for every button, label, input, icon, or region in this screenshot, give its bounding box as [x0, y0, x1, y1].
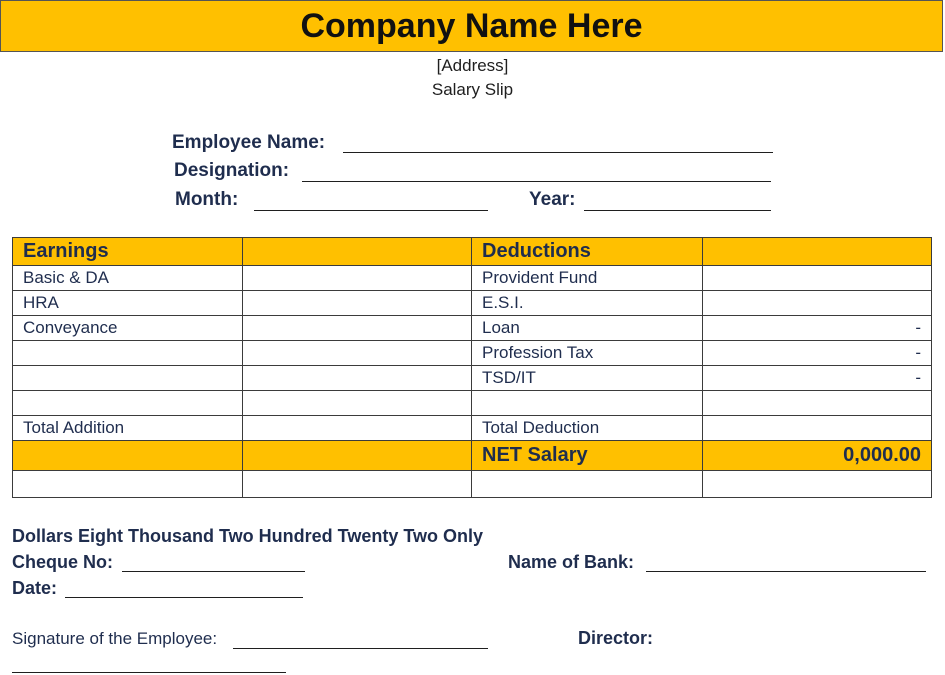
bank-field[interactable]	[646, 571, 926, 572]
table-row	[13, 341, 932, 366]
cheque-field[interactable]	[122, 571, 305, 572]
table-row	[13, 316, 932, 341]
earning-value-cell[interactable]	[243, 316, 472, 341]
designation-field[interactable]	[302, 181, 771, 182]
earning-label	[13, 366, 243, 391]
deduction-label: Profession Tax	[472, 341, 703, 366]
director-label: Director:	[578, 628, 654, 648]
deduction-label: Loan	[472, 316, 703, 341]
table-row	[13, 391, 932, 416]
deduction-value-cell[interactable]: -	[703, 341, 932, 366]
empty-cell	[472, 471, 703, 498]
deduction-value-cell[interactable]	[703, 391, 932, 416]
deduction-label: E.S.I.	[472, 291, 703, 316]
year-label: Year:	[529, 189, 576, 210]
earning-value-cell[interactable]	[243, 291, 472, 316]
earning-value-cell[interactable]	[243, 266, 472, 291]
earnings-amount-header	[243, 238, 472, 266]
table-row	[13, 266, 932, 291]
document-title: Salary Slip	[431, 80, 514, 99]
earning-label: Conveyance	[13, 316, 243, 341]
table-row	[13, 471, 932, 498]
table-header-row	[13, 238, 932, 266]
earning-label: Basic & DA	[13, 266, 243, 291]
company-address: [Address]	[436, 56, 509, 75]
employee-signature-label: Signature of the Employee:	[12, 629, 218, 648]
deduction-value-cell[interactable]	[703, 266, 932, 291]
net-salary-row	[13, 441, 932, 471]
designation-label: Designation:	[174, 160, 290, 181]
month-label: Month:	[175, 189, 239, 210]
earning-value-cell[interactable]	[243, 341, 472, 366]
net-salary-value[interactable]: 0,000.00	[703, 441, 932, 471]
employee-signature-field[interactable]	[233, 648, 488, 649]
employee-name-label: Employee Name:	[172, 132, 326, 153]
earning-label	[13, 391, 243, 416]
salary-table	[12, 237, 932, 498]
deduction-label: Provident Fund	[472, 266, 703, 291]
totals-row	[13, 416, 932, 441]
cheque-label: Cheque No:	[12, 552, 113, 572]
earning-value-cell[interactable]	[243, 366, 472, 391]
employee-signature-line[interactable]	[12, 672, 286, 673]
deduction-value-cell[interactable]: -	[703, 316, 932, 341]
net-empty-cell	[13, 441, 243, 471]
deductions-amount-header	[703, 238, 932, 266]
earnings-header: Earnings	[13, 238, 243, 266]
amount-in-words: Dollars Eight Thousand Two Hundred Twenty Two Only	[12, 526, 483, 546]
empty-cell	[13, 471, 243, 498]
total-addition-value[interactable]	[243, 416, 472, 441]
date-label: Date:	[12, 578, 58, 598]
company-header-bar	[0, 0, 943, 52]
year-field[interactable]	[584, 210, 771, 211]
table-row	[13, 291, 932, 316]
bank-label: Name of Bank:	[508, 552, 635, 572]
deduction-value-cell[interactable]: -	[703, 366, 932, 391]
deduction-label	[472, 391, 703, 416]
total-deduction-label: Total Deduction	[472, 416, 703, 441]
net-empty-cell	[243, 441, 472, 471]
table-row	[13, 366, 932, 391]
company-name: Company Name Here	[300, 6, 643, 45]
earning-value-cell[interactable]	[243, 391, 472, 416]
net-salary-label: NET Salary	[472, 441, 703, 471]
date-field[interactable]	[65, 597, 303, 598]
total-deduction-value[interactable]	[703, 416, 932, 441]
empty-cell	[703, 471, 932, 498]
deduction-label: TSD/IT	[472, 366, 703, 391]
earning-label	[13, 341, 243, 366]
earning-label: HRA	[13, 291, 243, 316]
deduction-value-cell[interactable]	[703, 291, 932, 316]
employee-name-field[interactable]	[343, 152, 773, 153]
empty-cell	[243, 471, 472, 498]
total-addition-label: Total Addition	[13, 416, 243, 441]
month-field[interactable]	[254, 210, 488, 211]
deductions-header: Deductions	[472, 238, 703, 266]
